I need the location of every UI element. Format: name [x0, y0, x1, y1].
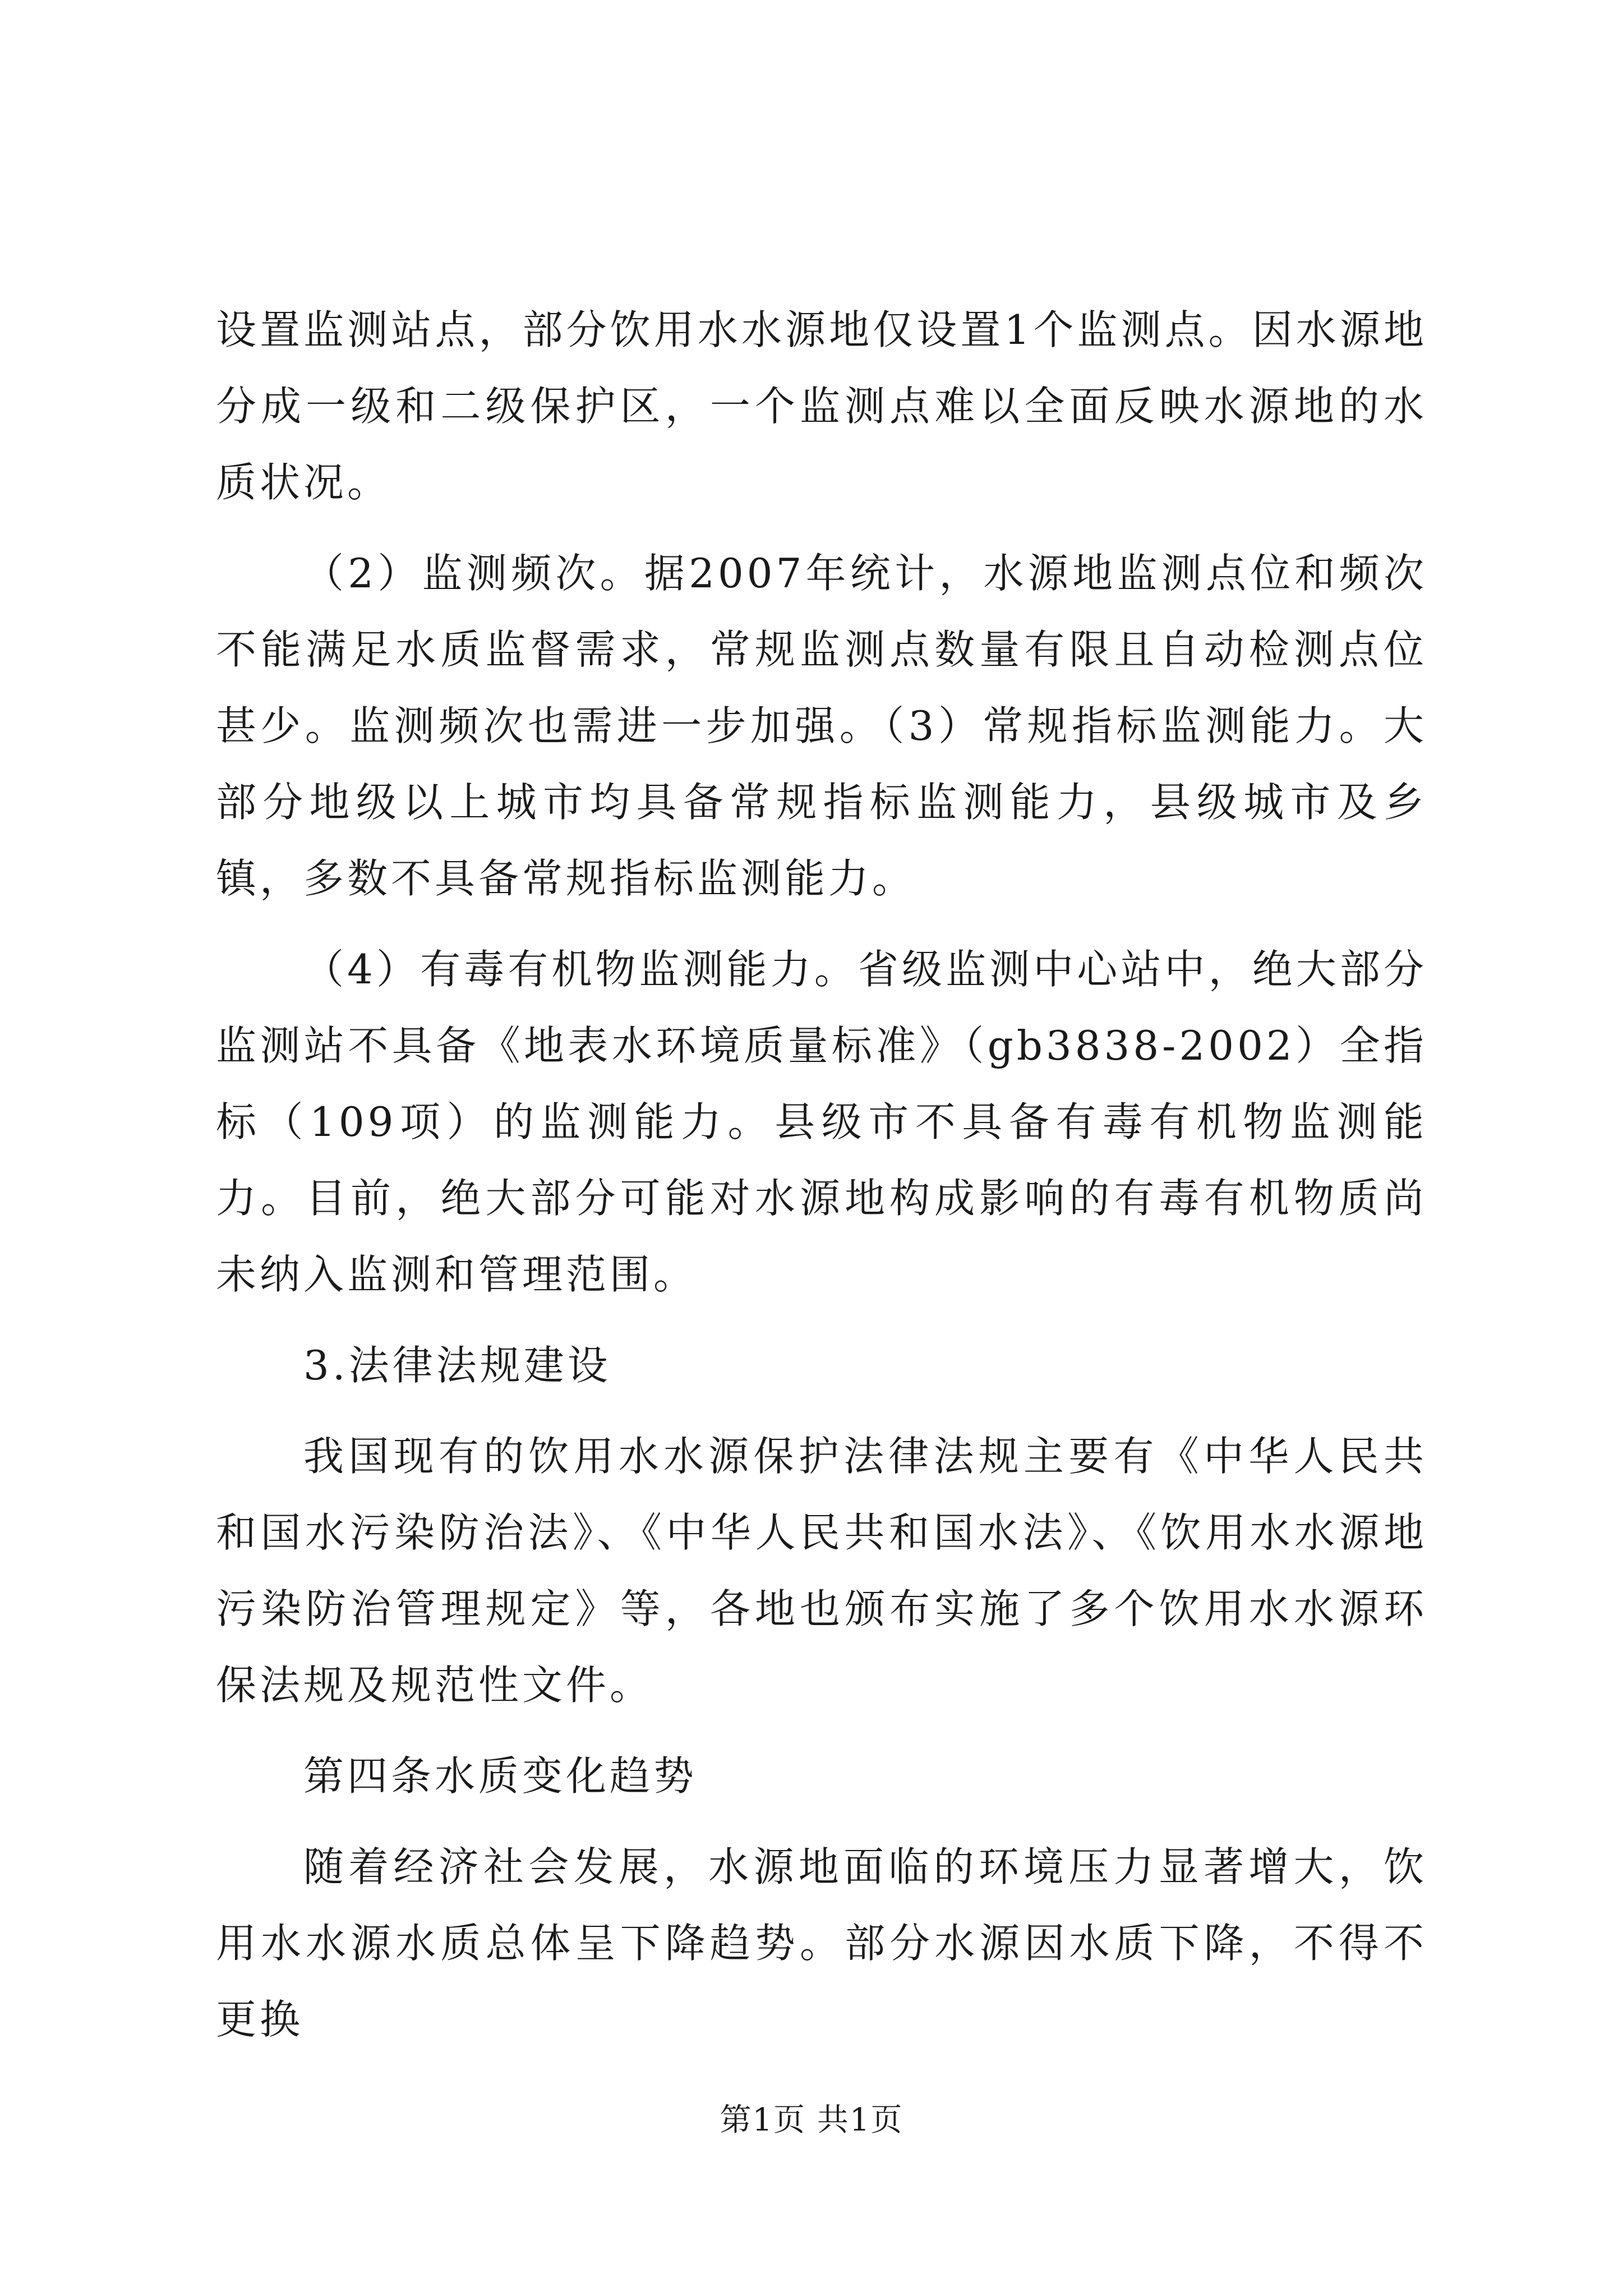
- paragraph-water-quality-trend: 随着经济社会发展，水源地面临的环境压力显著增大，饮用水水源水质总体呈下降趋势。部分水源因水质下降，不得不更换: [216, 1843, 1427, 2043]
- section-heading-laws: 3.法律法规建设: [303, 1342, 611, 1389]
- paragraph-continuation: 设置监测站点，部分饮用水水源地仅设置1个监测点。因水源地分成一级和二级保护区，一个监测点难以全面反映水源地的水质状况。: [216, 306, 1427, 506]
- document-body: [216, 292, 1427, 2058]
- paragraph-monitoring-frequency: （2）监测频次。据2007年统计，水源地监测点位和频次不能满足水质监督需求，常规监测点数量有限且自动检测点位甚少。监测频次也需进一步加强。（3）常规指标监测能力。大部分地级以上城市均具备常规指标监测能力，县级城市及乡镇，多数不具备常规指标监测能力。: [216, 550, 1427, 902]
- page-footer: 第1页 共1页: [720, 2102, 903, 2138]
- section-heading-water-quality-trend: 第四条水质变化趋势: [303, 1752, 698, 1800]
- paragraph-toxic-organics: （4）有毒有机物监测能力。省级监测中心站中，绝大部分监测站不具备《地表水环境质量标准》（gb3838-2002）全指标（109项）的监测能力。县级市不具备有毒有机物监测能力。目前，绝大部分可能对水源地构成影响的有毒有机物质尚未纳入监测和管理范围。: [216, 946, 1427, 1298]
- paragraph-laws: 我国现有的饮用水水源保护法律法规主要有《中华人民共和国水污染防治法》、《中华人民共和国水法》、《饮用水水源地污染防治管理规定》等，各地也颁布实施了多个饮用水水源环保法规及规范性文件。: [216, 1433, 1427, 1709]
